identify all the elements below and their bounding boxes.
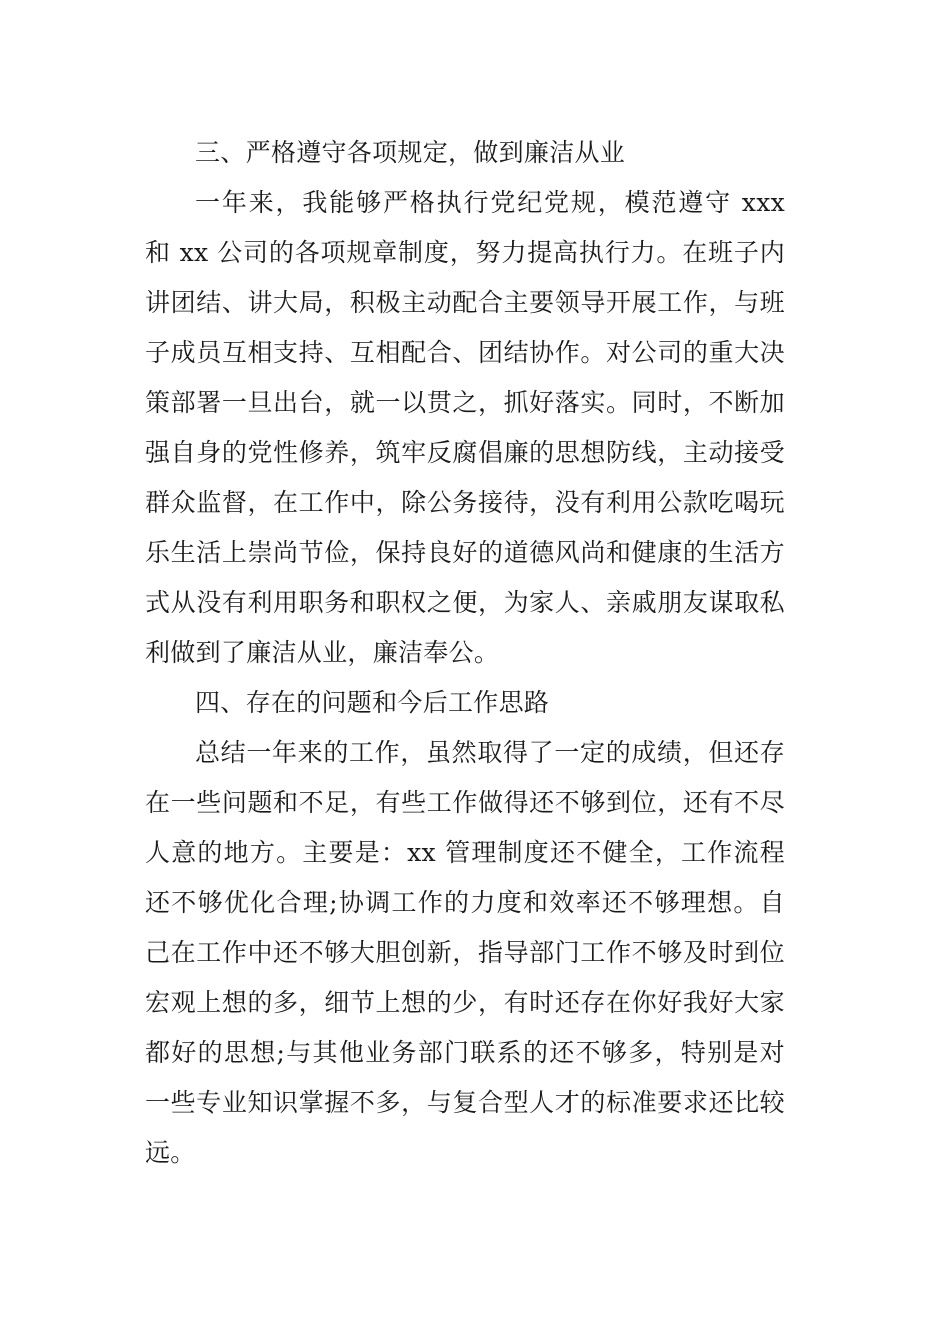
section-heading-3: 三、严格遵守各项规定，做到廉洁从业: [195, 138, 626, 167]
section-paragraph-4: 总结一年来的工作，虽然取得了一定的成绩，但还存在一些问题和不足，有些工作做得还不够到位，还有不尽人意的地方。主要是：xx 管理制度还不健全，工作流程还不够优化合理;协调工作的力度和效率还不够理想。自己在工作中还不够大胆创新，指导部门工作不够及时到位宏观上想的多，细节上想的少，有时还存在你好我好大家都好的思想;与其他业务部门联系的还不够多，特别是对一些专业知识掌握不多，与复合型人才的标准要求还比较远。: [145, 738, 785, 1167]
section-paragraph-3: 一年来，我能够严格执行党纪党规，模范遵守 xxx 和 xx 公司的各项规章制度，努力提高执行力。在班子内讲团结、讲大局，积极主动配合主要领导开展工作，与班子成员互相支持、互相配合、团结协作。对公司的重大决策部署一旦出台，就一以贯之，抓好落实。同时，不断加强自身的党性修养，筑牢反腐倡廉的思想防线，主动接受群众监督，在工作中，除公务接待，没有利用公款吃喝玩乐生活上崇尚节俭，保持良好的道德风尚和健康的生活方式从没有利用职务和职权之便，为家人、亲戚朋友谋取私利做到了廉洁从业，廉洁奉公。: [145, 188, 785, 667]
section-heading-4: 四、存在的问题和今后工作思路: [195, 688, 550, 717]
document-body: [145, 128, 785, 1178]
